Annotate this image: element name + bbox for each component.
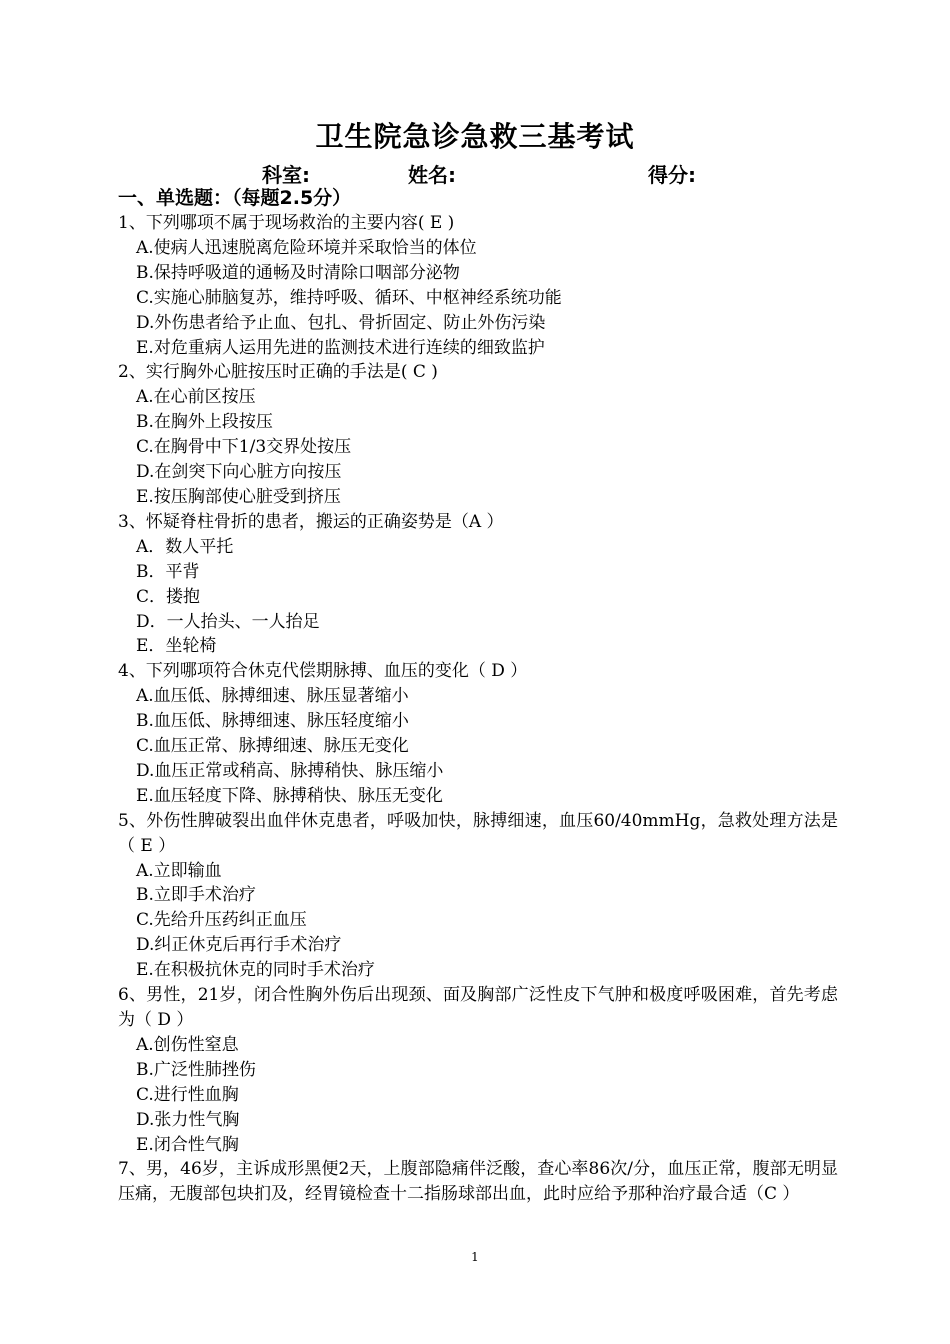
question-block xyxy=(118,659,838,808)
option-list xyxy=(118,385,838,510)
answer-option: E.对危重病人运用先进的监测技术进行连续的细致监护 xyxy=(136,337,545,358)
exam-body xyxy=(118,186,838,1207)
question-text: 4、下列哪项符合休克代偿期脉搏、血压的变化（ D ） xyxy=(118,661,528,682)
option-list xyxy=(118,1033,838,1158)
answer-option: A.血压低、脉搏细速、脉压显著缩小 xyxy=(136,686,409,707)
question-block xyxy=(118,510,838,659)
answer-option: C.血压正常、脉搏细速、脉压无变化 xyxy=(136,736,409,757)
name-label: 姓名: xyxy=(408,163,456,187)
question-text: 1、下列哪项不属于现场救治的主要内容( E ) xyxy=(118,213,455,233)
department-label: 科室: xyxy=(262,163,310,187)
answer-option: E.闭合性气胸 xyxy=(136,1134,239,1155)
answer-option: E.在积极抗休克的同时手术治疗 xyxy=(136,960,375,981)
answer-option: B.保持呼吸道的通畅及时清除口咽部分泌物 xyxy=(136,262,460,283)
option-list xyxy=(118,236,838,361)
answer-option: A．数人平托 xyxy=(136,536,234,557)
question-text: 6、男性，21岁，闭合性胸外伤后出现颈、面及胸部广泛性皮下气肿和极度呼吸困难，首先考虑为（ D ） xyxy=(118,985,838,1030)
answer-option: C.实施心肺脑复苏，维持呼吸、循环、中枢神经系统功能 xyxy=(136,287,562,308)
question-block xyxy=(118,211,838,360)
answer-option: B．平背 xyxy=(136,561,200,582)
answer-option: E．坐轮椅 xyxy=(136,636,217,657)
answer-option: D.纠正休克后再行手术治疗 xyxy=(136,935,342,956)
answer-option: C.在胸骨中下1/3交界处按压 xyxy=(136,437,352,458)
answer-option: C．搂抱 xyxy=(136,586,201,607)
answer-option: A.创伤性窒息 xyxy=(136,1034,239,1055)
question-text: 3、怀疑脊柱骨折的患者，搬运的正确姿势是（A ） xyxy=(118,511,504,532)
question-list xyxy=(118,211,838,1207)
question-text: 2、实行胸外心脏按压时正确的手法是( C ) xyxy=(118,362,438,383)
question-block xyxy=(118,809,838,983)
page-number: 1 xyxy=(471,1250,479,1264)
answer-option: E.按压胸部使心脏受到挤压 xyxy=(136,486,341,507)
answer-option: B.血压低、脉搏细速、脉压轻度缩小 xyxy=(136,711,409,732)
answer-option: A.立即输血 xyxy=(136,860,222,881)
option-list xyxy=(118,859,838,984)
question-text: 7、男，46岁，主诉成形黑便2天，上腹部隐痛伴泛酸，查心率86次/分，血压正常，腹部无明显压痛，无腹部包块扪及，经胃镜检查十二指肠球部出血，此时应给予那种治疗最合适（C ） xyxy=(118,1159,838,1205)
answer-option: B.在胸外上段按压 xyxy=(136,412,273,433)
option-list xyxy=(118,535,838,660)
question-block xyxy=(118,983,838,1157)
answer-option: D.在剑突下向心脏方向按压 xyxy=(136,462,342,483)
question-text: 5、外伤性脾破裂出血伴休克患者，呼吸加快，脉搏细速，血压60/40mmHg，急救处理方法是（ E ） xyxy=(118,810,838,856)
answer-option: B.立即手术治疗 xyxy=(136,885,256,906)
answer-option: D.外伤患者给予止血、包扎、骨折固定、防止外伤污染 xyxy=(136,312,546,333)
answer-option: A.使病人迅速脱离危险环境并采取恰当的体位 xyxy=(136,237,477,258)
option-list xyxy=(118,684,838,809)
section-title: 一、单选题：（每题2.5分） xyxy=(118,187,352,209)
question-block xyxy=(118,360,838,509)
answer-option: D.张力性气胸 xyxy=(136,1109,240,1130)
answer-option: C.先给升压药纠正血压 xyxy=(136,910,307,931)
answer-option: D.血压正常或稍高、脉搏稍快、脉压缩小 xyxy=(136,760,444,781)
answer-option: A.在心前区按压 xyxy=(136,387,256,408)
score-label: 得分: xyxy=(648,163,696,187)
answer-option: C.进行性血胸 xyxy=(136,1084,239,1105)
answer-option: E.血压轻度下降、脉搏稍快、脉压无变化 xyxy=(136,785,443,806)
question-block xyxy=(118,1157,838,1207)
exam-title: 卫生院急诊急救三基考试 xyxy=(315,120,635,153)
answer-option: B.广泛性肺挫伤 xyxy=(136,1059,256,1080)
answer-option: D．一人抬头、一人抬足 xyxy=(136,611,320,632)
